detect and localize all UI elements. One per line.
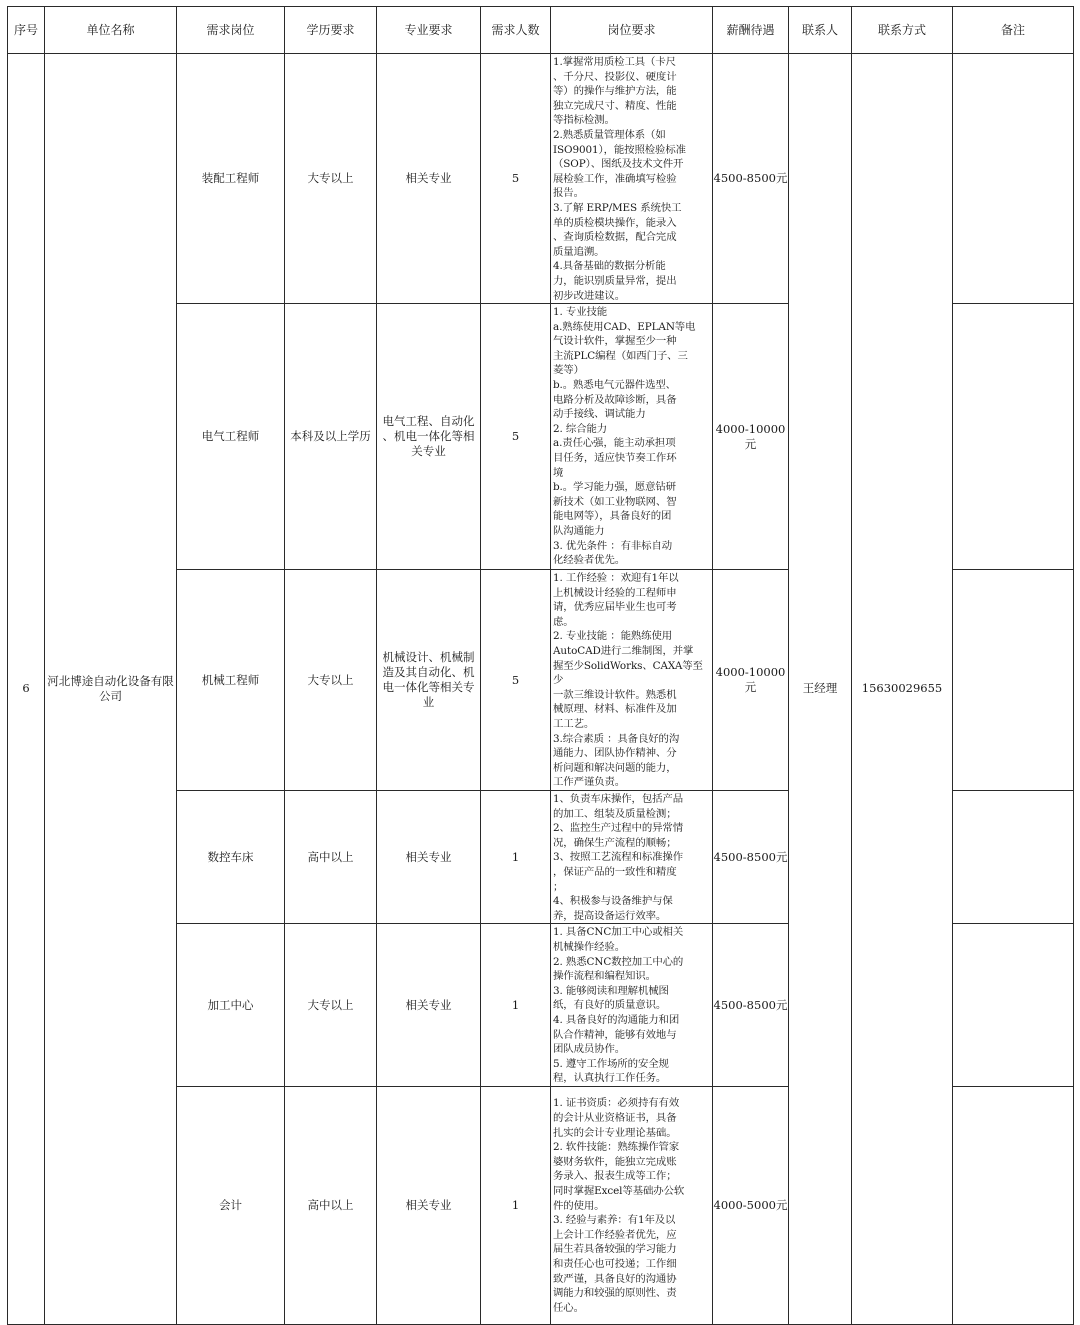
header-phone: 联系方式 (852, 7, 953, 54)
position-remark (953, 570, 1074, 791)
position-major: 相关专业 (377, 1086, 481, 1324)
position-salary: 4000-10000 元 (713, 570, 789, 791)
position-salary: 4500-8500元 (713, 54, 789, 304)
contact-person: 王经理 (789, 54, 852, 1325)
header-index: 序号 (8, 7, 45, 54)
table-row (8, 54, 1074, 304)
position-salary: 4000-5000元 (713, 1086, 789, 1324)
position-title: 装配工程师 (177, 54, 285, 304)
position-major: 相关专业 (377, 54, 481, 304)
position-education: 高中以上 (285, 1086, 377, 1324)
position-count: 1 (481, 791, 551, 924)
position-requirements: 1、负责车床操作，包括产品 的加工、组装及质量检测； 2、监控生产过程中的异常情 况，确保生产流程的顺畅； 3、按照工艺流程和标准操作 ，保证产品的一致性和精度 ； 4、积极参与设备维护与保 养，提高设备运行效率。 (551, 791, 713, 924)
position-salary: 4000-10000 元 (713, 304, 789, 570)
position-major: 电气工程、自动化 、机电一体化等相 关专业 (377, 304, 481, 570)
position-salary: 4500-8500元 (713, 924, 789, 1087)
position-requirements: 1. 工作经验 ：欢迎有1年以 上机械设计经验的工程师申 请，优秀应届毕业生也可考 虑。 2. 专业技能 ：能熟练使用 AutoCAD进行二维制图，并掌 握至少SolidWorks、CAXA等至少 一款三维设计软件。熟悉机 械原理、材料、标准件及加 工工艺。 3.综合素质 ：具备良好的沟 通能力、团队协作精神、分 析问题和解决问题的能力， 工作严谨负责。 (551, 570, 713, 791)
header-position: 需求岗位 (177, 7, 285, 54)
position-title: 会计 (177, 1086, 285, 1324)
position-count: 5 (481, 54, 551, 304)
position-major: 相关专业 (377, 791, 481, 924)
company-index: 6 (8, 54, 45, 1325)
contact-phone: 15630029655 (852, 54, 953, 1325)
company-name: 河北博途自动化设备有限公司 (45, 54, 177, 1325)
header-education: 学历要求 (285, 7, 377, 54)
position-requirements: 1. 专业技能 a.熟练使用CAD、EPLAN等电 气设计软件，掌握至少一种 主流PLC编程（如西门子、三 菱等） b.。熟悉电气元器件选型、 电路分析及故障诊断，具备 动手接线、调试能力 2. 综合能力 a.责任心强，能主动承担项 目任务，适应快节奏工作环 境 b.。学习能力强，愿意钻研 新技术（如工业物联网、智 能电网等），具备良好的团 队沟通能力 3. 优先条件 ：有非标自动 化经验者优先。 (551, 304, 713, 570)
header-remark: 备注 (953, 7, 1074, 54)
position-remark (953, 304, 1074, 570)
header-contact: 联系人 (789, 7, 852, 54)
header-row (8, 7, 1074, 54)
position-count: 5 (481, 570, 551, 791)
position-remark (953, 54, 1074, 304)
position-major: 相关专业 (377, 924, 481, 1087)
position-education: 高中以上 (285, 791, 377, 924)
position-title: 数控车床 (177, 791, 285, 924)
position-education: 大专以上 (285, 54, 377, 304)
position-remark (953, 1086, 1074, 1324)
position-remark (953, 924, 1074, 1087)
position-title: 机械工程师 (177, 570, 285, 791)
position-education: 本科及以上学历 (285, 304, 377, 570)
recruitment-table (7, 6, 1074, 1325)
header-major: 专业要求 (377, 7, 481, 54)
position-requirements: 1. 证书资质：必须持有有效 的会计从业资格证书，具备 扎实的会计专业理论基础。 2. 软件技能：熟练操作管家 婆财务软件，能独立完成账 务录入、报表生成等工作； 同时掌握Excel等基础办公软 件的使用。 3. 经验与素养：有1年及以 上会计工作经验者优先，应 届生若具备较强的学习能力 和责任心也可投递；工作细 致严谨，具备良好的沟通协 调能力和较强的原则性、责 任心。 (551, 1086, 713, 1324)
header-company: 单位名称 (45, 7, 177, 54)
header-requirements: 岗位要求 (551, 7, 713, 54)
position-title: 加工中心 (177, 924, 285, 1087)
header-count: 需求人数 (481, 7, 551, 54)
position-education: 大专以上 (285, 924, 377, 1087)
position-requirements: 1.掌握常用质检工具（卡尺 、千分尺、投影仪、硬度计 等）的操作与维护方法，能 独立完成尺寸、精度、性能 等指标检测。 2.熟悉质量管理体系（如 ISO9001），能按照检验标准 （SOP）、图纸及技术文件开 展检验工作，准确填写检验 报告。 3.了解 ERP/MES 系统快工 单的质检模块操作，能录入 、查询质检数据，配合完成 质量追溯。 4.具备基础的数据分析能 力，能识别质量异常，提出 初步改进建议。 (551, 54, 713, 304)
position-count: 1 (481, 1086, 551, 1324)
position-count: 5 (481, 304, 551, 570)
position-count: 1 (481, 924, 551, 1087)
position-remark (953, 791, 1074, 924)
position-requirements: 1. 具备CNC加工中心或相关 机械操作经验。 2. 熟悉CNC数控加工中心的 操作流程和编程知识。 3. 能够阅读和理解机械图 纸，有良好的质量意识。 4. 具备良好的沟通能力和团 队合作精神，能够有效地与 团队成员协作。 5. 遵守工作场所的安全规 程，认真执行工作任务。 (551, 924, 713, 1087)
position-salary: 4500-8500元 (713, 791, 789, 924)
header-salary: 薪酬待遇 (713, 7, 789, 54)
position-major: 机械设计、机械制 造及其自动化、机 电一体化等相关专 业 (377, 570, 481, 791)
recruitment-table-sheet (7, 6, 1073, 1314)
position-title: 电气工程师 (177, 304, 285, 570)
position-education: 大专以上 (285, 570, 377, 791)
